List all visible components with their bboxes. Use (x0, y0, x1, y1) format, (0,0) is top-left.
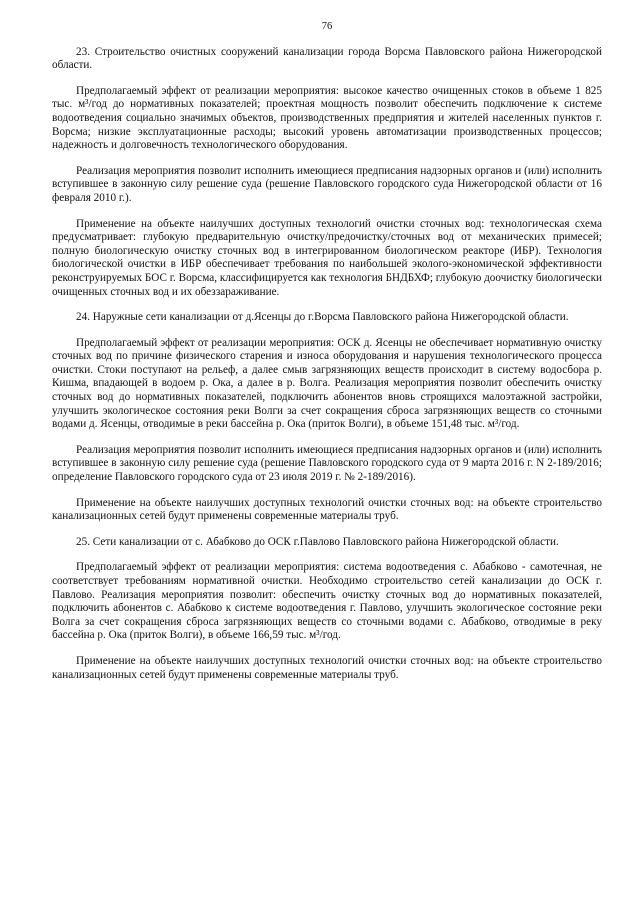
item-25-technology: Применение на объекте наилучших доступных технологий очистки сточных вод: на объекте строительство канализационных сетей будут применены современные материалы труб. (52, 654, 602, 681)
item-23-technology: Применение на объекте наилучших доступных технологий очистки сточных вод: технологическая схема предусматривает: глубокую предварительную очистку/предочистку/сточных вод от механических примесей; полную биологическую очистку сточных вод в интегрированном биологическом реакторе (ИБР). Технология биологической очистки в ИБР обеспечивает требования по наибольшей эколого-экономической эффективности реконструируемых БОС г. Ворсма, классифицируется как технология БНДБХФ; глубокую доочистку биологически очищенных сточных вод и их обеззараживание. (52, 217, 602, 298)
item-23-heading: 23. Строительство очистных сооружений канализации города Ворсма Павловского района Нижегородской области. (52, 45, 602, 72)
item-25-heading: 25. Сети канализации от с. Абабково до ОСК г.Павлово Павловского района Нижегородской области. (76, 535, 559, 548)
item-24-effect: Предполагаемый эффект от реализации мероприятия: ОСК д. Ясенцы не обеспечивает нормативную очистку сточных вод по причине физического старения и износа оборудования и нарушения технологического процесса очистки. Стоки поступают на рельеф, а далее смыв загрязняющих веществ происходит в систему водосбора р. Кишма, впадающей в водоем р. Ока, а далее в р. Волга. Реализация мероприятия позволит обеспечить очистку сточных вод до нормативных показателей, подключить абонентов вновь строящихся малоэтажной застройки, улучшить экологическое состояния реки Волги за счет сокращения сброса загрязняющих веществ со сточными водами д. Ясенцы, отводимые в реки бассейна р. Ока (приток Волги), в объеме 151,48 тыс. м³/год. (52, 336, 602, 431)
item-23-court-decision: Реализация мероприятия позволит исполнить имеющиеся предписания надзорных органов и (или) исполнить вступившее в законную силу решение суда (решение Павловского городского суда Нижегородской области от 16 февраля 2010 г.). (52, 164, 602, 204)
page-number: 76 (321, 21, 333, 32)
item-24-court-decision: Реализация мероприятия позволит исполнить имеющиеся предписания надзорных органов и (или) исполнить вступившее в законную силу решение суда (решение Павловского городского суда от 9 марта 2016 г. N 2-189/2016; определение Павловского городского суда от 23 июля 2019 г. № 2-189/2016). (52, 443, 602, 484)
item-23-effect: Предполагаемый эффект от реализации мероприятия: высокое качество очищенных стоков в объеме 1 825 тыс. м³/год до нормативных показателей; проектная мощность позволит обеспечить подключение к системе водоотведения социально значимых объектов, производственных предприятия и жителей населенных пунктов г. Ворсма; низкие эксплуатационные расходы; высокий уровень автоматизации производственных процессов; надежность и долговечность технологического оборудования. (52, 84, 602, 152)
item-25-effect: Предполагаемый эффект от реализации мероприятия: система водоотведения с. Абабково - самотечная, не соответствует требованиям нормативной очистки. Необходимо строительство сетей канализации до ОСК г. Павлово. Реализация мероприятия позволит: обеспечить очистку сточных вод до нормативных показателей, подключить абонентов с. Абабково к системе водоотведения г. Павлово, улучшить экологическое состояние реки Волга за счет сокращения сброса загрязняющих веществ со сточными водами с. Абабково, отводимые в реку бассейна р. Ока (приток Волги), в объеме 166,59 тыс. м³/год. (52, 561, 602, 642)
item-24-heading: 24. Наружные сети канализации от д.Ясенцы до г.Ворсма Павловского района Нижегородской области. (76, 311, 569, 324)
item-24-technology: Применение на объекте наилучших доступных технологий очистки сточных вод: на объекте строительство канализационных сетей будут применены современные материалы труб. (52, 496, 602, 523)
